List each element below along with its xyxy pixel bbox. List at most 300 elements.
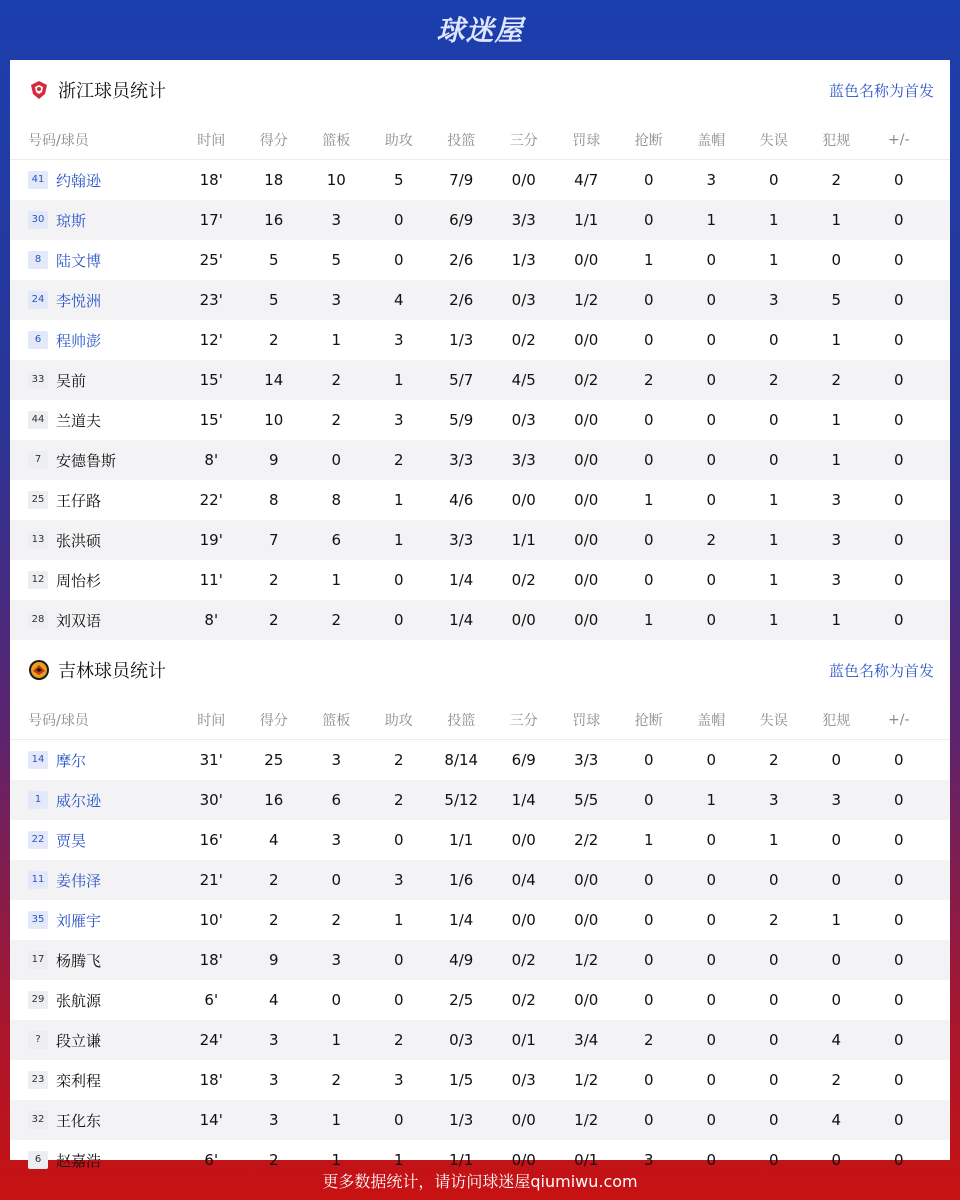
player-name[interactable]: 栾利程 [56, 1071, 102, 1090]
jersey-number: 29 [28, 991, 48, 1009]
column-header: 盖帽 [697, 132, 726, 149]
stat-cell: 7 [268, 531, 279, 549]
team-section-header [10, 640, 950, 700]
stat-cell: 0/0 [574, 991, 599, 1009]
stat-cell: 0 [706, 1151, 717, 1169]
stat-cell: 2 [831, 171, 842, 189]
jersey-number: 12 [28, 571, 48, 589]
player-name[interactable]: 摩尔 [56, 751, 87, 770]
stat-cell: 0 [643, 411, 654, 429]
jilin-tiger-icon [28, 659, 50, 681]
stat-cell: 0 [893, 991, 904, 1009]
player-cell [10, 870, 180, 891]
stat-cell: 22' [199, 491, 223, 509]
stat-cell: 0 [706, 911, 717, 929]
stat-cell: 0 [706, 611, 717, 629]
column-header: 失误 [759, 132, 788, 149]
stat-cell: 1/1 [574, 211, 599, 229]
stat-cell: 1/3 [449, 331, 474, 349]
stat-cell: 0 [893, 571, 904, 589]
stat-cell: 3/4 [574, 1031, 599, 1049]
player-row [10, 560, 950, 600]
stat-cell: 1/1 [511, 531, 536, 549]
stat-cell: 3 [331, 211, 342, 229]
player-name[interactable]: 张航源 [56, 991, 102, 1010]
stat-cell: 0/0 [511, 831, 536, 849]
table-header-row [10, 120, 950, 160]
stat-cell: 2 [268, 611, 279, 629]
stat-cell: 3 [831, 531, 842, 549]
stat-cell: 8/14 [444, 751, 479, 769]
stat-cell: 0/0 [511, 1151, 536, 1169]
stat-cell: 0 [706, 1111, 717, 1129]
stat-cell: 0 [706, 991, 717, 1009]
stat-cell: 5 [393, 171, 404, 189]
player-row [10, 520, 950, 560]
stat-cell: 0 [706, 451, 717, 469]
stat-cell: 1 [706, 791, 717, 809]
stat-cell: 0 [393, 571, 404, 589]
stat-cell: 1 [768, 491, 779, 509]
stat-cell: 0 [768, 331, 779, 349]
stat-cell: 0 [831, 991, 842, 1009]
jersey-number: 6 [28, 1151, 48, 1169]
player-row [10, 1060, 950, 1100]
stat-cell: 18 [264, 171, 284, 189]
player-name[interactable]: 陆文博 [56, 251, 102, 270]
player-cell [10, 610, 180, 631]
stat-cell: 6' [204, 1151, 219, 1169]
stat-cell: 0 [893, 171, 904, 189]
stat-cell: 0/0 [511, 171, 536, 189]
player-name[interactable]: 安德鲁斯 [56, 451, 117, 470]
player-cell [10, 330, 180, 351]
stat-cell: 1 [831, 451, 842, 469]
player-name[interactable]: 刘雁宇 [56, 911, 102, 930]
player-row [10, 360, 950, 400]
stat-cell: 0 [331, 451, 342, 469]
stat-cell: 7/9 [449, 171, 474, 189]
column-header: +/- [888, 131, 910, 148]
stat-cell: 3 [268, 1071, 279, 1089]
player-name[interactable]: 琼斯 [56, 211, 87, 230]
player-name[interactable]: 吴前 [56, 371, 87, 390]
stat-cell: 0 [768, 411, 779, 429]
stat-cell: 0 [706, 291, 717, 309]
player-cell [10, 830, 180, 851]
jersey-number: 17 [28, 951, 48, 969]
stat-cell: 0/0 [511, 1111, 536, 1129]
stat-cell: 14' [199, 1111, 223, 1129]
stat-cell: 2 [268, 1151, 279, 1169]
stat-cell: 0 [831, 951, 842, 969]
stat-cell: 0/0 [574, 571, 599, 589]
stat-cell: 1 [643, 491, 654, 509]
column-header: 三分 [509, 132, 538, 149]
player-name[interactable]: 杨腾飞 [56, 951, 102, 970]
stat-cell: 0 [893, 371, 904, 389]
stat-cell: 0 [768, 951, 779, 969]
stat-cell: 0/1 [511, 1031, 536, 1049]
player-row [10, 980, 950, 1020]
stat-cell: 0/0 [574, 251, 599, 269]
team-section [10, 60, 950, 640]
stat-cell: 18' [199, 171, 223, 189]
jersey-number: 7 [28, 451, 48, 469]
stat-cell: 2 [831, 1071, 842, 1089]
player-cell [10, 950, 180, 971]
stat-cell: 1 [393, 371, 404, 389]
player-cell [10, 910, 180, 931]
stat-cell: 4/7 [574, 171, 599, 189]
stat-cell: 25 [264, 751, 284, 769]
stat-cell: 0 [706, 371, 717, 389]
stat-cell: 0 [643, 751, 654, 769]
column-header: 时间 [197, 132, 226, 149]
stat-cell: 0 [331, 991, 342, 1009]
column-header: 三分 [509, 712, 538, 729]
stat-cell: 2 [393, 791, 404, 809]
starter-legend: 蓝色名称为首发 [828, 661, 934, 680]
stat-cell: 0 [831, 751, 842, 769]
stat-cell: 1/2 [574, 951, 599, 969]
stat-cell: 1 [831, 611, 842, 629]
stat-cell: 0 [643, 331, 654, 349]
stat-cell: 0/0 [574, 411, 599, 429]
stat-cell: 2 [331, 411, 342, 429]
player-name[interactable]: 程帅澎 [56, 331, 102, 350]
jersey-number: 41 [28, 171, 48, 189]
column-header: 号码/球员 [28, 132, 89, 149]
stat-cell: 3/3 [511, 451, 536, 469]
player-row [10, 160, 950, 200]
stat-cell: 10 [264, 411, 284, 429]
stat-cell: 0 [893, 871, 904, 889]
stat-cell: 11' [199, 571, 223, 589]
stat-cell: 23' [199, 291, 223, 309]
stat-cell: 5/5 [574, 791, 599, 809]
stat-cell: 1/5 [449, 1071, 474, 1089]
stat-cell: 0 [393, 251, 404, 269]
stat-cell: 1 [331, 571, 342, 589]
stat-cell: 0 [893, 831, 904, 849]
stat-cell: 0 [706, 1031, 717, 1049]
jersey-number: 44 [28, 411, 48, 429]
column-header: 抢断 [634, 132, 663, 149]
player-name[interactable]: 周怡杉 [56, 571, 102, 590]
stat-cell: 2 [331, 371, 342, 389]
stat-cell: 0 [643, 911, 654, 929]
player-row [10, 900, 950, 940]
stat-cell: 1 [331, 1111, 342, 1129]
stat-cell: 0 [643, 951, 654, 969]
stat-cell: 18' [199, 1071, 223, 1089]
stat-cell: 21' [199, 871, 223, 889]
team-title-text: 浙江球员统计 [58, 81, 166, 102]
stat-cell: 3 [268, 1111, 279, 1129]
stat-cell: 0 [893, 1071, 904, 1089]
stat-cell: 0/2 [511, 991, 536, 1009]
player-row [10, 1100, 950, 1140]
player-cell [10, 290, 180, 311]
stat-cell: 0/3 [511, 1071, 536, 1089]
stat-cell: 2/6 [449, 251, 474, 269]
column-header: 罚球 [572, 712, 601, 729]
stat-cell: 2/5 [449, 991, 474, 1009]
stat-cell: 5 [268, 251, 279, 269]
player-row [10, 780, 950, 820]
player-row [10, 200, 950, 240]
player-name[interactable]: 贾昊 [56, 831, 87, 850]
column-header: 篮板 [322, 712, 351, 729]
stat-cell: 0 [831, 831, 842, 849]
stat-cell: 0 [706, 751, 717, 769]
stat-cell: 2 [393, 751, 404, 769]
stat-cell: 10 [326, 171, 346, 189]
stat-cell: 0/0 [574, 331, 599, 349]
stat-cell: 0 [393, 1111, 404, 1129]
stat-cell: 4/9 [449, 951, 474, 969]
column-header: 罚球 [572, 132, 601, 149]
column-header: 篮板 [322, 132, 351, 149]
stat-cell: 0 [893, 531, 904, 549]
stat-cell: 1/6 [449, 871, 474, 889]
stat-cell: 0 [393, 951, 404, 969]
stat-cell: 4 [268, 991, 279, 1009]
stat-cell: 1 [768, 611, 779, 629]
stat-cell: 16 [264, 211, 284, 229]
stat-cell: 0 [706, 251, 717, 269]
player-row [10, 1020, 950, 1060]
player-row [10, 480, 950, 520]
stat-cell: 16' [199, 831, 223, 849]
player-name[interactable]: 王仔路 [56, 491, 102, 510]
stat-cell: 0 [643, 871, 654, 889]
stat-cell: 3/3 [449, 531, 474, 549]
stat-cell: 6/9 [449, 211, 474, 229]
stat-cell: 1 [768, 571, 779, 589]
stat-cell: 31' [199, 751, 223, 769]
stat-cell: 15' [199, 371, 223, 389]
stat-cell: 6 [331, 531, 342, 549]
player-name[interactable]: 李悦洲 [56, 291, 102, 310]
stat-cell: 2 [831, 371, 842, 389]
stat-cell: 16 [264, 791, 284, 809]
stat-cell: 1/4 [449, 611, 474, 629]
stat-cell: 5 [268, 291, 279, 309]
stat-cell: 2 [331, 1071, 342, 1089]
stat-cell: 3 [331, 751, 342, 769]
stat-cell: 4/6 [449, 491, 474, 509]
stat-cell: 0 [706, 951, 717, 969]
stat-cell: 1/4 [449, 571, 474, 589]
jersey-number: 33 [28, 371, 48, 389]
stat-cell: 0 [768, 991, 779, 1009]
stat-cell: 0/4 [511, 871, 536, 889]
stat-cell: 0 [706, 491, 717, 509]
stat-cell: 0 [831, 871, 842, 889]
player-row [10, 280, 950, 320]
stat-cell: 0 [643, 791, 654, 809]
player-name[interactable]: 王化东 [56, 1111, 102, 1130]
team-section [10, 640, 950, 1180]
stat-cell: 8 [268, 491, 279, 509]
stat-cell: 0 [768, 1031, 779, 1049]
stat-cell: 0 [893, 211, 904, 229]
stat-cell: 0 [643, 571, 654, 589]
player-row [10, 320, 950, 360]
stat-cell: 6' [204, 991, 219, 1009]
stat-cell: 0 [643, 1071, 654, 1089]
footer-link[interactable]: 更多数据统计，请访问球迷屋qiumiwu.com [322, 1171, 638, 1191]
column-header: 犯规 [822, 132, 851, 149]
stat-cell: 0/1 [574, 1151, 599, 1169]
player-cell [10, 1030, 180, 1051]
stat-cell: 0 [643, 991, 654, 1009]
player-name[interactable]: 兰道夫 [56, 411, 102, 430]
column-header: 投篮 [447, 712, 476, 729]
stat-cell: 1/2 [574, 1111, 599, 1129]
jersey-number: 13 [28, 531, 48, 549]
stat-cell: 3/3 [449, 451, 474, 469]
stat-cell: 0 [768, 1151, 779, 1169]
stat-cell: 0 [768, 1071, 779, 1089]
player-row [10, 400, 950, 440]
stat-cell: 0/2 [574, 371, 599, 389]
stat-cell: 2 [331, 611, 342, 629]
stat-cell: 0 [831, 1151, 842, 1169]
stat-cell: 30' [199, 791, 223, 809]
stat-cell: 14 [264, 371, 284, 389]
column-header: 抢断 [634, 712, 663, 729]
stat-cell: 0 [768, 1111, 779, 1129]
stat-cell: 19' [199, 531, 223, 549]
stat-cell: 17' [199, 211, 223, 229]
jersey-number: 24 [28, 291, 48, 309]
stat-cell: 0 [706, 411, 717, 429]
player-name[interactable]: 威尔逊 [56, 791, 102, 810]
player-name[interactable]: 刘双语 [56, 611, 102, 630]
stat-cell: 1/1 [449, 831, 474, 849]
stat-cell: 0 [893, 331, 904, 349]
player-row [10, 600, 950, 640]
stat-cell: 8' [204, 451, 219, 469]
stat-cell: 9 [268, 451, 279, 469]
stat-cell: 2 [643, 1031, 654, 1049]
stat-cell: 3 [831, 491, 842, 509]
player-cell [10, 990, 180, 1011]
stat-cell: 3 [331, 951, 342, 969]
stat-cell: 1 [331, 331, 342, 349]
player-row [10, 440, 950, 480]
stat-cell: 0 [331, 871, 342, 889]
stat-cell: 0 [768, 171, 779, 189]
stat-cell: 1/1 [449, 1151, 474, 1169]
player-cell [10, 250, 180, 271]
stat-cell: 0/2 [511, 951, 536, 969]
stat-cell: 1 [643, 831, 654, 849]
stat-cell: 1 [831, 331, 842, 349]
stat-cell: 1 [393, 531, 404, 549]
stat-cell: 2 [768, 911, 779, 929]
stat-cell: 3 [393, 871, 404, 889]
stat-cell: 2 [768, 751, 779, 769]
stat-cell: 0 [393, 991, 404, 1009]
stat-cell: 1 [831, 911, 842, 929]
stat-cell: 3/3 [511, 211, 536, 229]
jersey-number: 14 [28, 751, 48, 769]
teams-container [10, 60, 950, 1180]
stat-cell: 3 [393, 1071, 404, 1089]
stat-cell: 1 [393, 491, 404, 509]
stat-cell: 0 [893, 491, 904, 509]
stat-cell: 1 [393, 1151, 404, 1169]
player-name[interactable]: 赵嘉浩 [56, 1151, 102, 1170]
player-name[interactable]: 姜伟泽 [56, 871, 102, 890]
player-name[interactable]: 约翰逊 [56, 171, 102, 190]
jersey-number: 11 [28, 871, 48, 889]
stat-cell: 4 [393, 291, 404, 309]
stat-cell: 0 [393, 611, 404, 629]
starter-legend: 蓝色名称为首发 [828, 81, 934, 100]
stat-cell: 0 [893, 1151, 904, 1169]
stat-cell: 0/0 [511, 491, 536, 509]
stat-cell: 0 [893, 411, 904, 429]
stat-cell: 0 [643, 531, 654, 549]
stat-cell: 3 [768, 791, 779, 809]
stat-cell: 18' [199, 951, 223, 969]
stat-cell: 2/2 [574, 831, 599, 849]
stat-cell: 3 [331, 831, 342, 849]
table-header-row [10, 700, 950, 740]
player-name[interactable]: 张洪硕 [56, 531, 102, 550]
stat-cell: 0 [893, 1031, 904, 1049]
stat-cell: 0/2 [511, 571, 536, 589]
player-cell [10, 570, 180, 591]
jersey-number: 23 [28, 1071, 48, 1089]
jersey-number: 28 [28, 611, 48, 629]
stat-cell: 1 [831, 411, 842, 429]
stat-cell: 0/3 [511, 411, 536, 429]
stat-cell: 0 [893, 1111, 904, 1129]
stat-cell: 0 [893, 951, 904, 969]
team-section-header [10, 60, 950, 120]
stat-cell: 1 [393, 911, 404, 929]
player-name[interactable]: 段立谦 [56, 1031, 102, 1050]
stat-cell: 9 [268, 951, 279, 969]
stat-cell: 0/2 [511, 331, 536, 349]
player-cell [10, 530, 180, 551]
player-row [10, 240, 950, 280]
stat-cell: 0 [893, 791, 904, 809]
stat-cell: 8 [331, 491, 342, 509]
stat-cell: 0/0 [574, 611, 599, 629]
stat-cell: 5 [331, 251, 342, 269]
stat-cell: 0 [393, 211, 404, 229]
stat-cell: 2 [706, 531, 717, 549]
jersey-number: 32 [28, 1111, 48, 1129]
column-header: 失误 [759, 712, 788, 729]
stat-cell: 0 [393, 831, 404, 849]
stat-cell: 3 [768, 291, 779, 309]
stat-cell: 5/9 [449, 411, 474, 429]
stat-cell: 0 [643, 291, 654, 309]
team-title [28, 657, 166, 683]
stat-cell: 0 [893, 451, 904, 469]
zhejiang-lion-icon [28, 79, 50, 101]
stat-cell: 0 [706, 831, 717, 849]
stat-cell: 3 [643, 1151, 654, 1169]
